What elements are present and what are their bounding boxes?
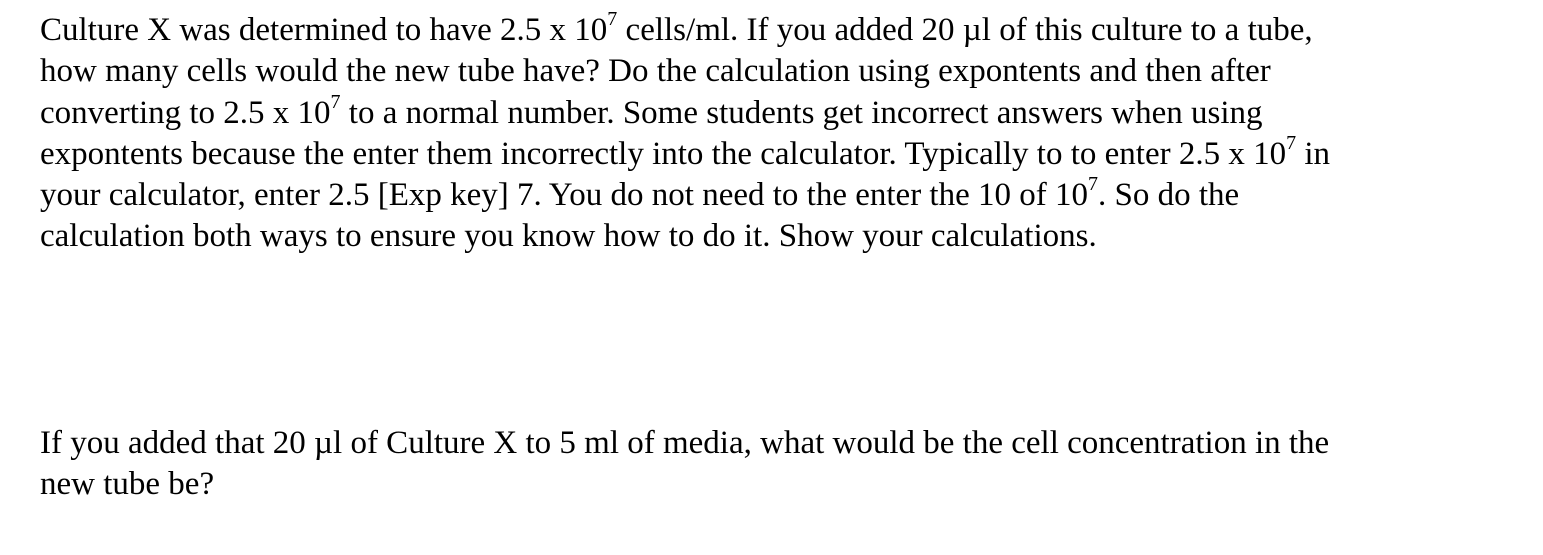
q1-line-1 [40,10,1330,51]
q1-line-3-text-a: converting to 2.5 x 10 [40,94,331,131]
q1-line-6: calculation both ways to ensure you know how to do it. Show your calculations. [40,218,1097,255]
q1-line-2: how many cells would the new tube have? Do the calculation using expontents and then after [40,53,1271,90]
question-2-paragraph [40,423,1329,506]
q1-line-4-text-a: expontents because the enter them incorrectly into the calculator. Typically to to enter 2.5 x 10 [40,135,1287,172]
question-1-paragraph [40,10,1330,258]
exponent: 7 [1088,173,1098,196]
q1-line-1-text-a: Culture X was determined to have 2.5 x 10 [40,12,608,48]
exponent: 7 [330,90,341,113]
q2-line-1: If you added that 20 µl of Culture X to 5 ml of media, what would be the cell concentration in the [40,425,1330,461]
q1-line-5-text-b: . So do the [1098,177,1240,214]
q1-line-4-text-b: in [1296,135,1331,172]
q1-line-3-text-b: to a normal number. Some students get incorrect answers when using [340,94,1263,131]
q1-line-5-text-a: your calculator, enter 2.5 [Exp key] 7. You do not need to the enter the 10 of 10 [40,177,1088,214]
q1-line-4 [40,131,1331,175]
exponent: 7 [607,8,618,30]
q1-line-1-text-b: cells/ml. If you added 20 µl of this culture to a tube, [617,12,1313,48]
q1-line-3 [40,90,1330,134]
exponent: 7 [1286,131,1297,154]
q1-line-5 [40,175,1330,216]
q2-line-2: new tube be? [40,466,215,503]
